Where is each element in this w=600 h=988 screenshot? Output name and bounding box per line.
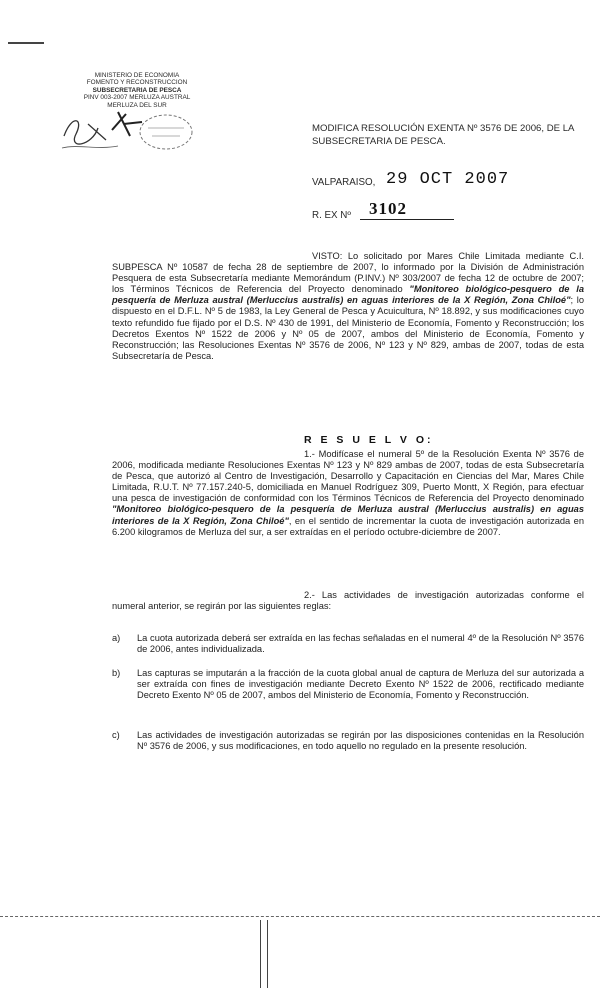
reference-line-1: PINV 003-2007 MERLUZA AUSTRAL [83, 94, 191, 102]
list-item-text: Las capturas se imputarán a la fracción de la cuota global anual de captura de Merluza del sur autorizada a ser extraída con fines de investigación mediante Decreto Exento Nº 1522 de 2006, rectificado mediante Decreto Exento Nº 05 de 2007, ambos del Ministerio de Economía, Fomento y Reconstrucción. [137, 668, 584, 701]
scan-fold-line-left [260, 920, 261, 988]
rex-number: 3102 [369, 199, 407, 218]
date-stamp: 29 OCT 2007 [386, 170, 510, 189]
reference-line-2: MERLUZA DEL SUR [107, 101, 167, 109]
scan-mark-top [8, 42, 44, 44]
list-item-text: La cuota autorizada deberá ser extraída en las fechas señaladas en el numeral 4º de la Resolución Nº 3576 de 2006, antes individualizada. [137, 633, 584, 655]
list-item [112, 668, 584, 701]
list-item-marker: b) [112, 668, 121, 678]
list-item-marker: c) [112, 730, 120, 740]
list-item [112, 730, 584, 752]
visto-text-2: ; lo dispuesto en el D.F.L. Nº 5 de 1983, la Ley General de Pesca y Acuicultura, Nº 18.892, y sus modificaciones cuyo texto refundido fue fijado por el D.S. Nº 430 de 1991, del Ministerio de Economía, Fomento y Reconstrucción; los Decretos Exentos Nº 1522 de 2006 y Nº 05 de 2007, ambos del Ministerio de Economía, Fomento y Reconstrucción; las Resoluciones Exentas Nº 3576 de 2006, Nº 123 y Nº 829, ambas de 2007, todas de esta Subsecretaría de Pesca. [112, 295, 584, 361]
signature-icon [58, 106, 218, 154]
rex-label: R. EX Nº [312, 210, 351, 221]
visto-project-name: "Monitoreo biológico-pesquero de la pesquería de Merluza austral (Merluccius australis) en aguas interiores de la X Región, Zona Chiloé" [112, 284, 584, 306]
article-1-project-name: "Monitoreo biológico-pesquero de la pesquería de Merluza austral (Merluccius australis) en aguas interiores de la X Región, Zona Chiloé" [112, 504, 584, 526]
signature-stamp [58, 106, 218, 154]
list-item-marker: a) [112, 633, 121, 643]
scan-edge-line [0, 916, 600, 917]
document-title: MODIFICA RESOLUCIÓN EXENTA Nº 3576 DE 2006, DE LA SUBSECRETARIA DE PESCA. [312, 123, 574, 147]
visto-text-1: VISTO: Lo solicitado por Mares Chile Limitada mediante C.I. SUBPESCA Nº 10587 de fecha 28 de septiembre de 2007, lo informado por la División de Administración Pesquera de esta Subsecretaría mediante Memorándum (P.INV.) Nº 303/2007 de fecha 12 de octubre de 2007; los Términos Técnicos de Referencia del Proyecto denominado [112, 251, 584, 295]
article-1-text-2: , en el sentido de incrementar la cuota de investigación autorizada en 6.200 kilogramos de Merluza del sur, a ser extraídas en el período octubre-diciembre de 2007. [112, 515, 584, 537]
list-item-text: Las actividades de investigación autorizadas se regirán por las disposiciones contenidas en la Resolución Nº 3576 de 2006, y sus modificaciones, en todo aquello no regulado en la presente resolución. [137, 730, 584, 752]
article-1-text-1: 1.- Modifícase el numeral 5º de la Resolución Exenta Nº 3576 de 2006, modificada mediante Resoluciones Exentas Nº 123 y Nº 829 ambas de 2007, todas de esta Subsecretaría de Pesca, que autorizó al Centro de Investigación, Desarrollo y Capacitación en Ciencias del Mar, Mares Chile Limitada, R.U.T. Nº 77.157.240-5, domiciliada en Manuel Rodríguez 309, Puerto Montt, X Región, para efectuar una pesca de investigación de conformidad con los Términos Técnicos de Referencia del Proyecto denominado [112, 449, 584, 504]
article-2-paragraph: 2.- Las actividades de investigación autorizadas conforme el numeral anterior, se regirán por las siguientes reglas: [112, 590, 584, 612]
letterhead [62, 72, 212, 109]
visto-paragraph [112, 251, 584, 362]
article-1-paragraph [112, 449, 584, 538]
ministry-line-2: FOMENTO Y RECONSTRUCCION [86, 79, 188, 87]
list-item [112, 633, 584, 655]
rex-underline [360, 219, 454, 220]
resuelvo-heading: R E S U E L V O: [304, 434, 434, 446]
ministry-line-1: MINISTERIO DE ECONOMIA [94, 72, 180, 79]
subsecretaria-line: SUBSECRETARIA DE PESCA [92, 86, 182, 94]
scan-fold-line-right [267, 920, 268, 988]
place-label: VALPARAISO, [312, 177, 376, 188]
